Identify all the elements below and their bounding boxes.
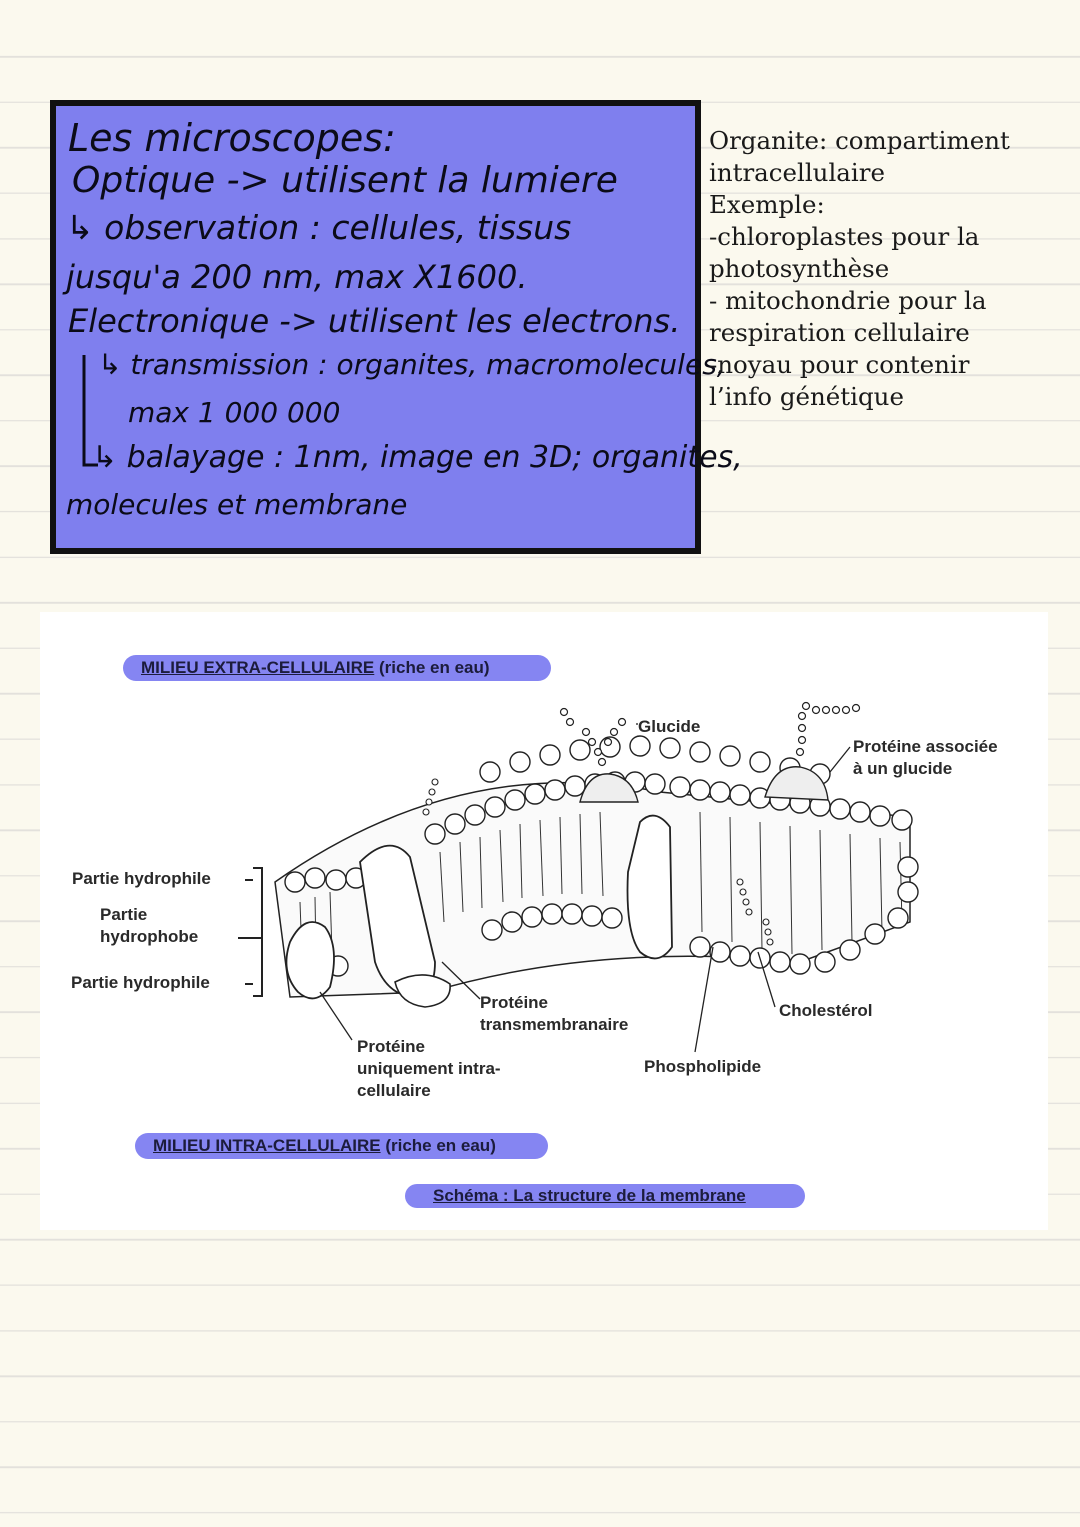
label-phospholipide: Phospholipide <box>644 1057 762 1076</box>
label-hydrophobe: Partie hydrophobe <box>100 905 199 946</box>
note-balayage: ↳ balayage : 1nm, image en 3D; organites, <box>92 440 743 475</box>
label-intra-proteine: Protéine uniquement intra- cellulaire <box>357 1037 501 1100</box>
label-transmembranaire: Protéine transmembranaire <box>480 993 629 1034</box>
label-cholesterol: Cholestérol <box>779 1001 873 1020</box>
sidenote-line: -chloroplastes pour la <box>709 222 980 251</box>
diagram-caption: Schéma : La structure de la membrane <box>405 1184 805 1208</box>
sidenote-line: photosynthèse <box>709 254 890 283</box>
note-transmission-max: max 1 000 000 <box>128 396 341 429</box>
note-title: Les microscopes: <box>68 116 396 160</box>
label-hydrophile-top: Partie hydrophile <box>72 869 211 888</box>
label-proteine-glucide: Protéine associée à un glucide <box>853 737 998 778</box>
sidenote-line: - mitochondrie pour la <box>709 286 987 315</box>
sidenote-line: intracellulaire <box>709 158 885 187</box>
sidenote-line: -noyau pour contenir <box>709 350 970 379</box>
extra-cellular-label: MILIEU EXTRA-CELLULAIRE (riche en eau) <box>123 655 551 681</box>
note-limite: jusqu'a 200 nm, max X1600. <box>66 258 528 296</box>
label-glucide: Glucide <box>638 717 701 736</box>
note-transmission: ↳ transmission : organites, macromolecules, <box>98 348 726 381</box>
sidenote-line: l’info génétique <box>709 382 904 411</box>
sidenote-line: Exemple: <box>709 190 825 219</box>
bracket-lines <box>70 345 190 505</box>
sidenote-line: Organite: compartiment <box>709 126 1010 155</box>
sidenote-line: respiration cellulaire <box>709 318 970 347</box>
note-observation: ↳ observation : cellules, tissus <box>66 208 572 247</box>
note-optique: Optique -> utilisent la lumiere <box>72 160 618 201</box>
organite-note <box>709 125 1049 413</box>
note-balayage-suite: molecules et membrane <box>66 488 408 521</box>
membrane-diagram <box>40 612 1048 1230</box>
note-electronique: Electronique -> utilisent les electrons. <box>68 302 681 340</box>
label-hydrophile-bottom: Partie hydrophile <box>71 973 210 992</box>
intra-cellular-label: MILIEU INTRA-CELLULAIRE (riche en eau) <box>135 1133 548 1159</box>
